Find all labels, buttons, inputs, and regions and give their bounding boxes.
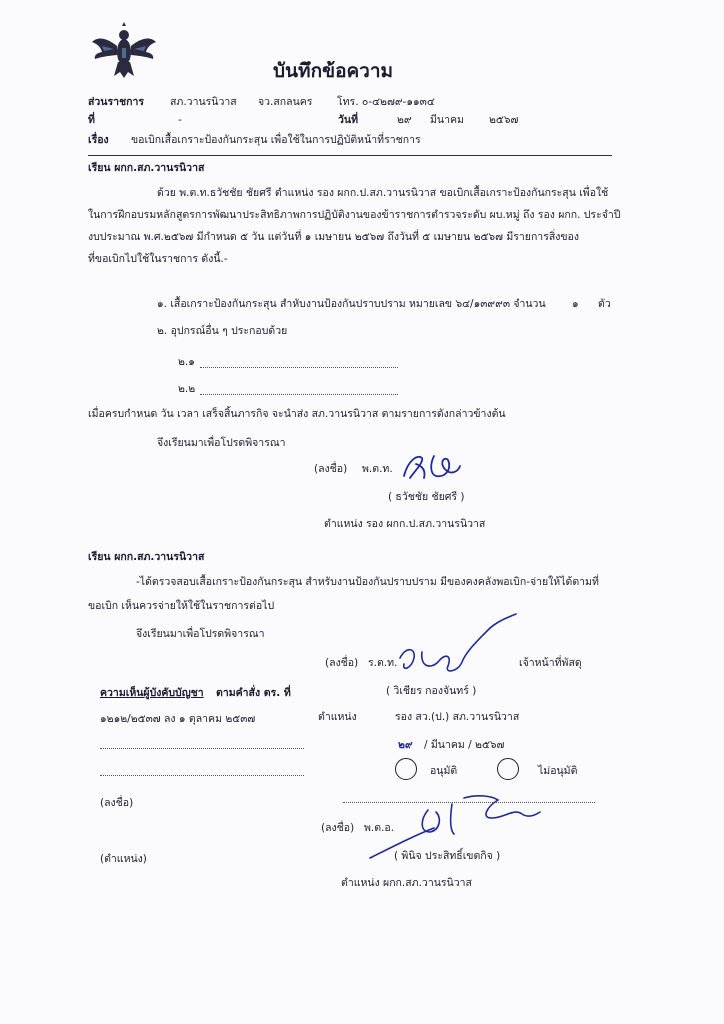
date-year: ๒๕๖๗: [489, 114, 519, 126]
section2-position: รอง สว.(ป.) สภ.วานรนิวาส: [395, 711, 520, 723]
final-sign-rank: พ.ต.อ.: [364, 822, 395, 834]
section2-request: จึงเรียนมาเพื่อโปรดพิจารณา: [136, 628, 265, 640]
signature-1-icon: [400, 450, 470, 484]
section1-sign-position: ตำแหน่ง รอง ผกก.ป.สภ.วานรนิวาส: [324, 518, 486, 530]
section1-sign-label: (ลงชื่อ): [314, 463, 348, 475]
section2-para-line2: ขอเบิก เห็นควรจ่ายให้ใช้ในราชการต่อไป: [88, 600, 275, 612]
section2-sign-name: ( วิเชียร กองจันทร์ ): [386, 685, 477, 697]
section2-date-day: ๒๙: [398, 739, 413, 751]
commander-opinion-line1: [100, 748, 304, 749]
signature-2-icon: [392, 612, 522, 682]
commander-position-label: (ตำแหน่ง): [100, 853, 147, 865]
item-1-qty: ๑: [572, 298, 579, 310]
item-1: ๑. เสื้อเกราะป้องกันกระสุน สำหับงานป้องกันปราบปราม หมายเลข ๖๔/๑๓๙๙๓ จำนวน: [157, 298, 546, 310]
section2-sign-rank: ร.ต.ท.: [368, 657, 398, 669]
item-1-unit: ตัว: [598, 298, 611, 310]
subject-value: ขอเบิกเสื้อเกราะป้องกันกระสุน เพื่อใช้ในการปฏิบัติหน้าที่ราชการ: [131, 134, 421, 146]
section1-request: จึงเรียนมาเพื่อโปรดพิจารณา: [157, 437, 286, 449]
date-day: ๒๙: [397, 114, 412, 126]
item-2-2-line: [200, 394, 398, 395]
item-2: ๒. อุปกรณ์อื่น ๆ ประกอบด้วย: [157, 325, 288, 337]
item-2-1-line: [200, 367, 398, 368]
section1-sign-rank: พ.ต.ท.: [362, 463, 393, 475]
section1-para-line3: งบประมาณ พ.ศ.๒๕๖๗ มีกำหนด ๕ วัน แต่วันที่ ๑ เมษายน ๒๕๖๗ ถึงวันที่ ๕ เมษายน ๒๕๖๗ มีรายการสิ่งของ: [88, 231, 579, 243]
section1-para-line1: ด้วย พ.ต.ท.ธวัชชัย ชัยศรี ตำแหน่ง รอง ผกก.ป.สภ.วานรนิวาส ขอเบิกเสื้อเกราะป้องกันกระสุน เพื่อใช้: [157, 187, 609, 199]
section2-para-line1: -ได้ตรวจสอบเสื้อเกราะป้องกันกระสุน สำหรับงานป้องกันปราบปราม มีของคงคลังพอเบิก-จ่ายให้ได้ตามที่: [136, 576, 599, 588]
province: จว.สกลนคร: [258, 96, 313, 108]
memo-title: บันทึกข้อความ: [273, 60, 394, 82]
closing-note: เมื่อครบกำหนด วัน เวลา เสร็จสิ้นภารกิจ จะนำส่ง สภ.วานรนิวาส ตามรายการดังกล่าวข้างต้น: [88, 408, 506, 420]
section1-sign-name: ( ธวัชชัย ชัยศรี ): [388, 491, 465, 503]
disapprove-label: ไม่อนุมัติ: [538, 765, 578, 777]
disapprove-radio[interactable]: [497, 758, 519, 780]
org-label: ส่วนราชการ: [88, 96, 145, 108]
phone: โทร. ๐-๔๒๗๙-๑๑๓๔: [337, 96, 435, 108]
section2-sign-role: เจ้าหน้าที่พัสดุ: [519, 657, 582, 669]
org-value: สภ.วานรนิวาส: [170, 96, 237, 108]
section2-date-rest: / มีนาคม / ๒๕๖๗: [424, 739, 505, 751]
commander-heading-rest: ตามคำสั่ง ตร. ที่: [216, 687, 291, 699]
date-label: วันที่: [338, 114, 358, 126]
commander-heading: ความเห็นผู้บังคับบัญชา: [100, 687, 204, 699]
section2-position-label: ตำแหน่ง: [318, 711, 357, 723]
section1-para-line4: ที่ขอเบิกไปใช้ในราชการ ดังนี้.-: [88, 253, 228, 265]
item-2-1: ๒.๑: [178, 356, 195, 368]
subject-label: เรื่อง: [88, 134, 109, 146]
garuda-emblem-icon: [92, 22, 156, 80]
header-divider: [88, 155, 612, 156]
commander-order-ref: ๑๒๑๒/๒๕๓๗ ลง ๑ ตุลาคม ๒๕๓๗: [100, 713, 256, 725]
ref-value: -: [178, 114, 182, 126]
final-sign-name: ( พินิจ ประสิทธิ์เขตกิจ ): [394, 850, 501, 862]
ref-label: ที่: [88, 114, 95, 126]
section2-sign-label: (ลงชื่อ): [325, 657, 359, 669]
date-month: มีนาคม: [430, 114, 464, 126]
approve-label: อนุมัติ: [430, 765, 458, 777]
section1-para-line2: ในการฝึกอบรมหลักสูตรการพัฒนาประสิทธิภาพการปฏิบัติงานของข้าราชการตำรวจระดับ ผบ.หมู่ ถึง รอง ผกก. ประจำปี: [88, 209, 621, 221]
item-2-2: ๒.๒: [178, 383, 196, 395]
commander-opinion-line2: [100, 775, 304, 776]
section1-to: เรียน ผกก.สภ.วานรนิวาส: [88, 162, 205, 174]
final-sign-position: ตำแหน่ง ผกก.สภ.วานรนิวาส: [341, 877, 472, 889]
section2-to: เรียน ผกก.สภ.วานรนิวาส: [88, 551, 205, 563]
approve-radio[interactable]: [395, 758, 417, 780]
commander-sign-label: (ลงชื่อ): [100, 797, 134, 809]
final-sign-label: (ลงชื่อ): [321, 822, 355, 834]
